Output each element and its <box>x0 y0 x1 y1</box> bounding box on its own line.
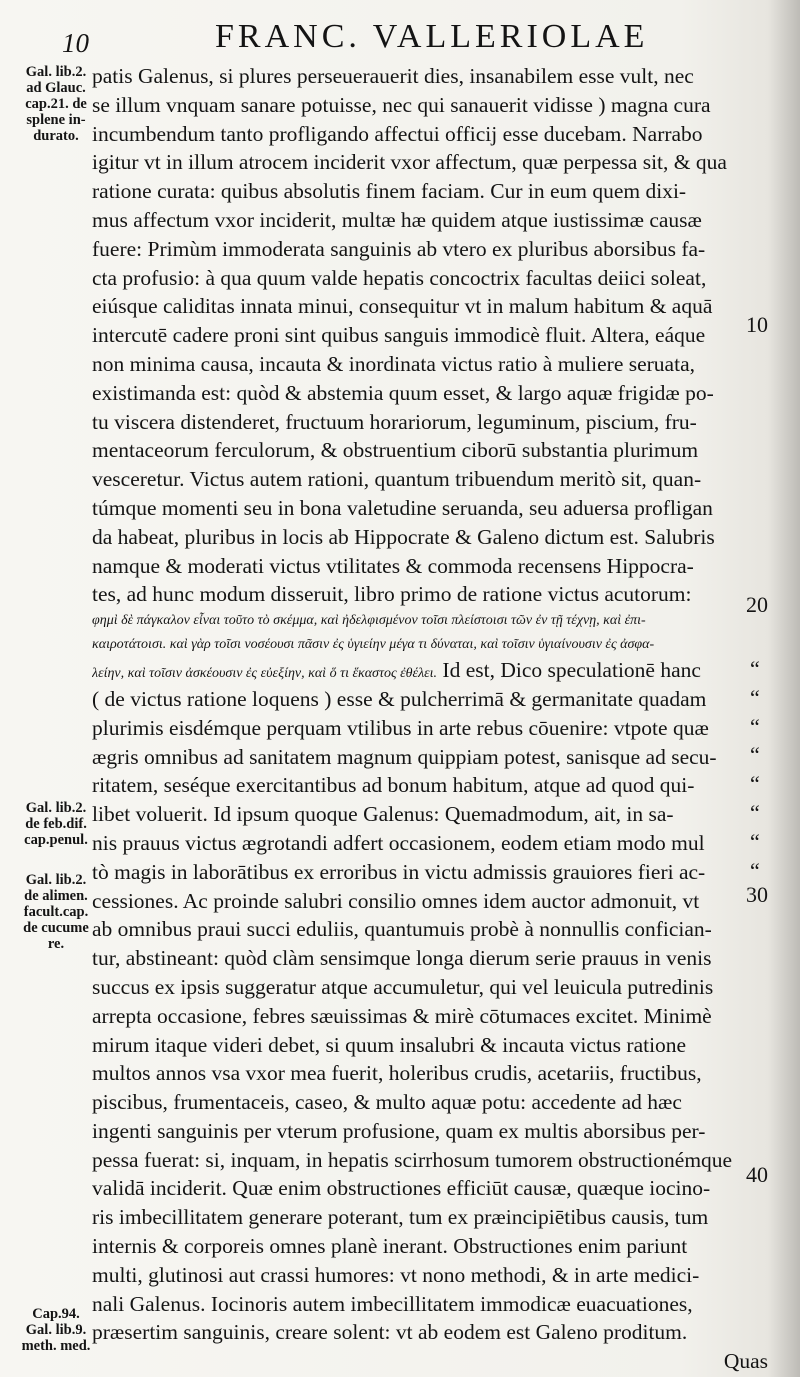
text-line: túmque momenti seu in bona valetudine seruanda, seu aduersa profligan <box>92 495 713 520</box>
text-line: multi, glutinosi aut crassi humores: vt nono methodi, & in arte medici- <box>92 1262 700 1287</box>
text-line: cta profusio: à qua quum valde hepatis concoctrix facultas deiici soleat, <box>92 265 707 290</box>
text-line: tes, ad hunc modum disseruit, libro primo de ratione victus acutorum: <box>92 582 692 607</box>
text-line: pessa fuerat: si, inquam, in hepatis scirrhosum tumorem obstructionémque <box>92 1147 733 1172</box>
text-line: namque & moderati victus vtilitates & commoda recensens Hippocra- <box>92 553 694 578</box>
margin-note-line: de feb.dif. <box>25 816 87 832</box>
greek-quote-line-with-translation <box>92 656 768 685</box>
quote-mark: “ <box>750 828 760 854</box>
text-line: ( de victus ratione loquens ) esse & pulcherrimā & germanitate quadam <box>92 686 707 711</box>
text-line: præsertim sanguinis, creare solent: vt ab eodem est Galeno proditum. <box>92 1320 688 1345</box>
text-line: da habeat, pluribus in locis ab Hippocrate & Galeno dictum est. Salubris <box>92 524 715 549</box>
quote-mark: “ <box>750 656 760 681</box>
text-line: ratione curata: quibus absolutis finem faciam. Cur in eum quem dixi- <box>92 179 687 204</box>
margin-note-line: Gal. lib.9. <box>25 1322 87 1338</box>
text-line: succus ex ipsis suggeratur atque accumuletur, qui vel leuicula putredinis <box>92 974 714 999</box>
line-number: 20 <box>746 592 768 617</box>
text-line: piscibus, frumentaceis, caseo, & multo aquæ potu: accedente ad hæc <box>92 1090 682 1115</box>
greek-quote-line: καιροτάτοισι. καὶ γὰρ τοῖσι νοσέουσι πᾶσιν ἐς ὑγιείην μέγα τι δύναται, καὶ τοῖσιν ὑγιαίνουσιν ἐς ἀσφα- <box>92 636 655 652</box>
margin-note-line: Gal. lib.2. <box>25 64 87 80</box>
margin-note-line: facult.cap. <box>23 904 89 920</box>
text-line: multos annos vsa vxor mea fuerit, holeribus crudis, acetariis, fructibus, <box>92 1061 702 1086</box>
quote-mark: “ <box>750 713 760 739</box>
text-line: cessiones. Ac proinde salubri consilio omnes idem auctor admonuit, vt <box>92 888 700 913</box>
margin-note-line: Gal. lib.2. <box>25 800 87 816</box>
line-number: 10 <box>746 312 768 337</box>
greek-quote-end: λείην, καὶ τοῖσιν ἀσκέουσιν ἐς εὐεξίην, καὶ ὅ τι ἕκαστος ἐθέλει. <box>92 666 438 682</box>
page-header <box>0 18 800 58</box>
text-line: internis & corporeis omnes planè inerant. Obstructiones enim pariunt <box>92 1234 688 1259</box>
text-line: igitur vt in illum atrocem inciderit vxor affectum, quæ perpessa sit, & qua <box>92 150 727 175</box>
text-line: nis prauus victus ægrotandi adfert occasionem, eodem etiam modo mul <box>92 830 705 855</box>
margin-note-line: meth. med. <box>21 1338 91 1354</box>
running-title: FRANC. VALLERIOLAE <box>215 18 649 55</box>
page-number: 10 <box>62 28 89 58</box>
text-line: mentaceorum ferculorum, & obstruentium ciborū substantia plurimum <box>92 438 699 463</box>
text-line: arrepta occasione, febres sæuissimas & mirè cōtumaces excitet. Minimè <box>92 1003 712 1028</box>
text-line: se illum vnquam sanare potuisse, nec qui sanauerit vidisse ) magna cura <box>92 92 711 117</box>
greek-quote-line: φημὶ δὲ πάγκαλον εἶναι τοῦτο τὸ σκέμμα, καὶ ἠδελφισμένον τοῖσι πλείστοισι τῶν ἐν τῇ τέχνῃ, καὶ ἐπι- <box>92 613 646 629</box>
line-number: 30 <box>746 882 768 907</box>
quote-mark: “ <box>750 799 760 825</box>
quote-mark: “ <box>750 742 760 768</box>
margin-note-line: cap.penul. <box>24 832 88 848</box>
text-line: tu viscera distenderet, fructuum horariorum, leguminum, piscium, fru- <box>92 409 697 434</box>
margin-note-line: Gal. lib.2. <box>25 872 87 888</box>
text-line: existimanda est: quòd & abstemia quum esset, & largo aquæ frigidæ po- <box>92 380 714 405</box>
text-line: mirum itaque videri debet, si quum insalubri & incauta victus ratione <box>92 1032 687 1057</box>
text-line: non minima causa, incauta & inordinata victus ratio à muliere seruata, <box>92 351 695 376</box>
margin-note <box>6 64 106 144</box>
margin-note-line: Cap.94. <box>32 1306 80 1322</box>
translation-start: Id est, Dico speculationē hanc <box>442 658 701 683</box>
text-line: plurimis eisdémque perquam vtilibus in arte rebus cōuenire: vtpote quæ <box>92 715 709 740</box>
text-line: vesceretur. Victus autem rationi, quantum tribuendum meritò sit, quan- <box>92 467 702 492</box>
text-line: intercutē cadere proni sint quibus sanguis immodicè fluit. Altera, eáque <box>92 323 706 348</box>
quote-mark: “ <box>750 857 760 883</box>
text-line: nali Galenus. Iocinoris autem imbecillitatem immodicæ euacuationes, <box>92 1291 693 1316</box>
text-line: ritatem, seséque exercitantibus ad bonum habitum, atque ad quod qui- <box>92 773 695 798</box>
margin-note-line: durato. <box>33 128 79 144</box>
text-line: ris imbecillitatem generare poterant, tum ex præincipiētibus causis, tum <box>92 1205 709 1230</box>
line-number: 40 <box>746 1162 768 1187</box>
text-line: validā inciderit. Quæ enim obstructiones efficiūt causæ, quæque iocino- <box>92 1176 711 1201</box>
quote-mark: “ <box>750 684 760 710</box>
text-line: fuere: Primùm immoderata sanguinis ab vtero ex pluribus aborsibus fa- <box>92 236 706 261</box>
text-line: ægris omnibus ad sanitatem magnum quippiam potest, sanisque ad secu- <box>92 744 717 769</box>
text-line: tò magis in laborātibus ex erroribus in victu admissis grauiores fieri ac- <box>92 859 706 884</box>
margin-note <box>6 800 106 848</box>
catchword: Quas <box>723 1349 768 1374</box>
text-line: mus affectum vxor inciderit, multæ hæ quidem atque iustissimæ causæ <box>92 207 702 232</box>
margin-note-line: re. <box>47 936 65 952</box>
quote-mark: “ <box>750 771 760 797</box>
main-text <box>92 62 768 1376</box>
margin-note-line: de cucume <box>23 920 89 936</box>
margin-note <box>6 1306 106 1354</box>
text-line: ingenti sanguinis per vterum profusione, quam ex multis aborsibus per- <box>92 1118 706 1143</box>
text-line: eiúsque caliditas innata minui, consequitur vt in malum habitum & aquā <box>92 294 713 319</box>
text-line: libet voluerit. Id ipsum quoque Galenus: Quemadmodum, ait, in sa- <box>92 802 674 827</box>
text-line: ab omnibus praui succi eduliis, quantumuis probè à nonnullis confician- <box>92 917 712 942</box>
margin-note-line: ad Glauc. <box>26 80 86 96</box>
margin-note-line: cap.21. de <box>25 96 87 112</box>
margin-note-line: de alimen. <box>24 888 88 904</box>
text-line: patis Galenus, si plures perseuerauerit dies, insanabilem esse vult, nec <box>92 64 694 88</box>
margin-note <box>6 872 106 952</box>
text-line: incumbendum tanto profligando affectui officij esse ducebam. Narrabo <box>92 121 703 146</box>
margin-note-line: splene in- <box>26 112 86 128</box>
text-line: tur, abstineant: quòd clàm sensimque longa dierum serie prauus in venis <box>92 946 712 971</box>
